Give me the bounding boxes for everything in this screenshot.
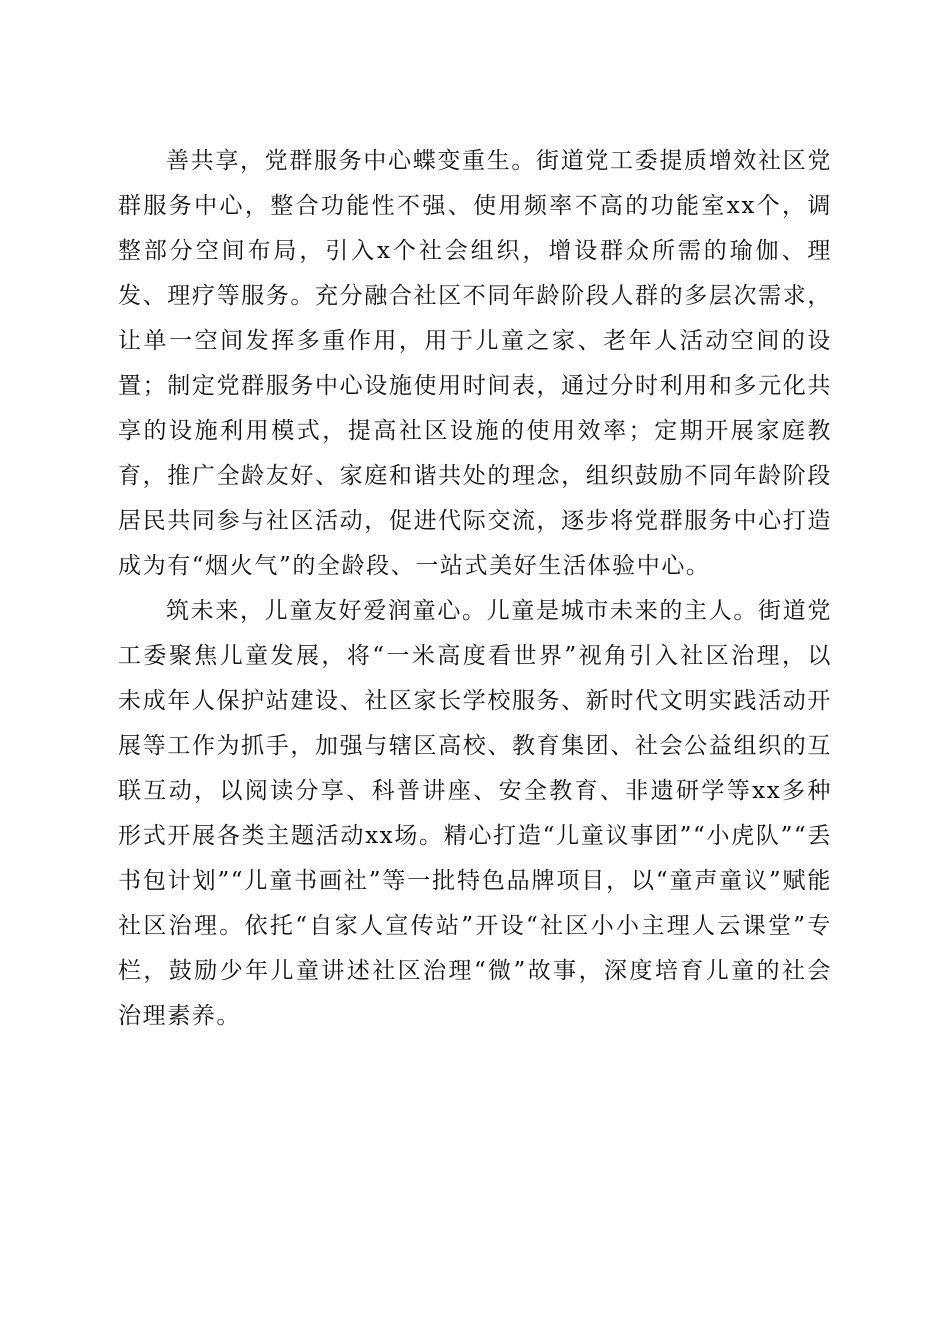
paragraph-child-friendly: 筑未来，儿童友好爱润童心。儿童是城市未来的主人。街道党工委聚焦儿童发展，将“一米高度看世界”视角引入社区治理，以未成年人保护站建设、社区家长学校服务、新时代文明实践活动开展等工作为抓手，加强与辖区高校、教育集团、社会公益组织的互联互动，以阅读分享、科普讲座、安全教育、非遗研学等xx多种形式开展各类主题活动xx场。精心打造“儿童议事团”“小虎队”“丢书包计划”“儿童书画社”等一批特色品牌项目，以“童声童议”赋能社区治理。依托“自家人宣传站”开设“社区小小主理人云课堂”专栏，鼓励少年儿童讲述社区治理“微”故事，深度培育儿童的社会治理素养。 [118, 598, 832, 1029]
paragraph-shared-services: 善共享，党群服务中心蝶变重生。街道党工委提质增效社区党群服务中心，整合功能性不强、使用频率不高的功能室xx个，调整部分空间布局，引入x个社会组织，增设群众所需的瑜伽、理发、理疗等服务。充分融合社区不同年龄阶段人群的多层次需求，让单一空间发挥多重作用，用于儿童之家、老年人活动空间的设置；制定党群服务中心设施使用时间表，通过分时利用和多元化共享的设施利用模式，提高社区设施的使用效率；定期开展家庭教育，推广全龄友好、家庭和谐共处的理念，组织鼓励不同年龄阶段居民共同参与社区活动，促进代际交流，逐步将党群服务中心打造成为有“烟火气”的全龄段、一站式美好生活体验中心。 [118, 148, 832, 579]
document-body [118, 139, 832, 1039]
